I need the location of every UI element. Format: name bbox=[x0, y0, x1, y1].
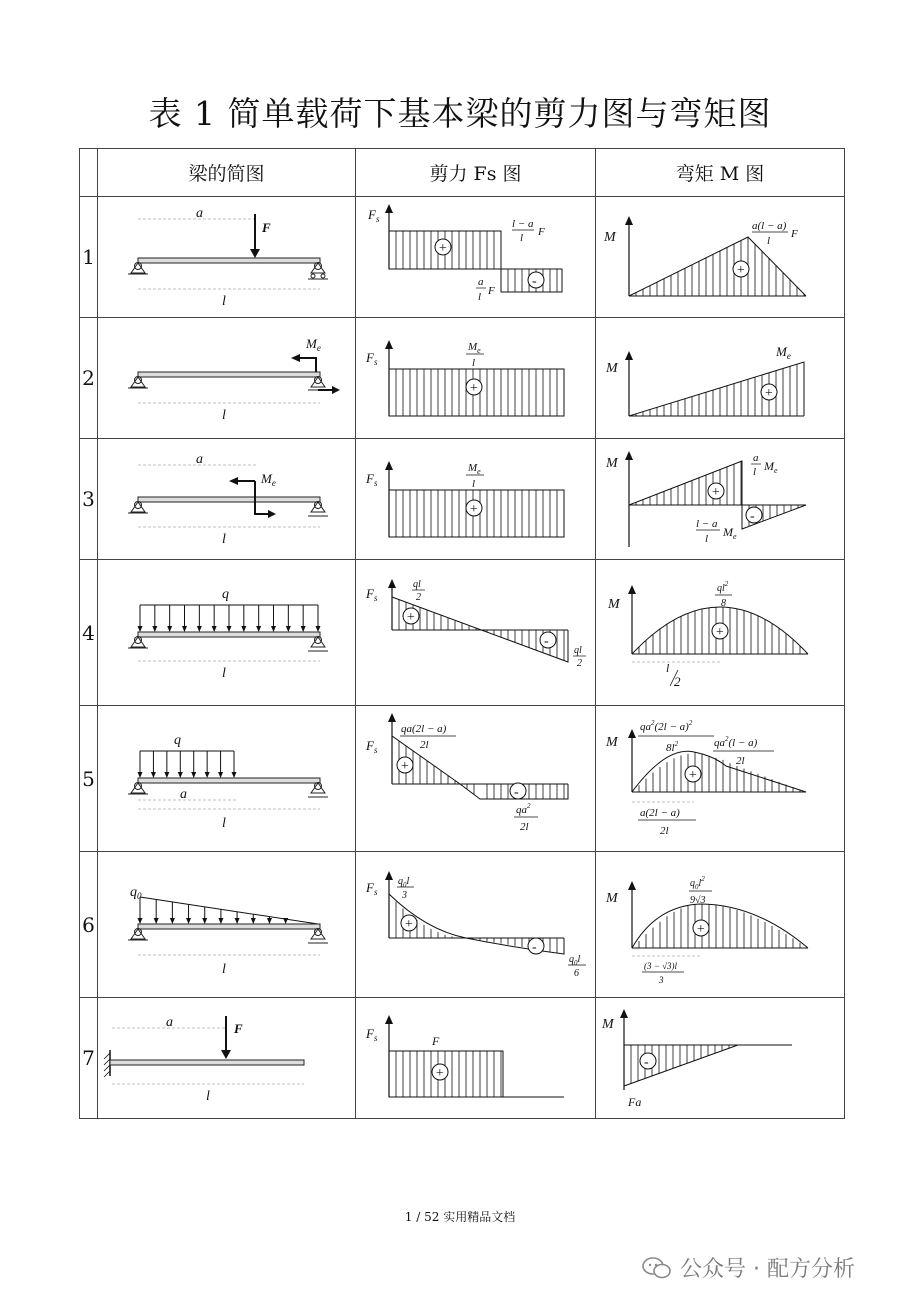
moment-plot-5 bbox=[596, 706, 844, 851]
row-number: 3 bbox=[80, 439, 98, 560]
beam-diagram bbox=[98, 439, 356, 560]
svg-text:Me: $M_e$ bbox=[468, 462, 481, 476]
header-diagram: 梁的简图 bbox=[98, 149, 356, 197]
svg-text:Fs: $F_s$ bbox=[366, 738, 378, 755]
svg-text:l: l bbox=[222, 816, 226, 831]
svg-text:qa2(2l − a)2: $qa^2(2l - a)^2$ bbox=[640, 719, 693, 733]
moment-plot-6 bbox=[596, 852, 844, 997]
shear-diagram bbox=[356, 318, 596, 439]
svg-text:+: + bbox=[438, 241, 448, 256]
moment-diagram bbox=[596, 197, 845, 318]
svg-text:M: M bbox=[608, 597, 620, 612]
moment-plot-3 bbox=[596, 439, 844, 559]
row-number: 5 bbox=[80, 706, 98, 852]
svg-text:9√3: 9√3 bbox=[690, 895, 706, 906]
svg-text:+: + bbox=[736, 263, 746, 278]
svg-text:F: F bbox=[234, 1021, 243, 1036]
moment-plot-2 bbox=[596, 318, 844, 438]
svg-text:l: l bbox=[666, 661, 670, 675]
svg-text:Me: $M_e$ bbox=[776, 344, 791, 361]
page-title: 表 1 简单载荷下基本梁的剪力图与弯矩图 bbox=[148, 94, 772, 133]
svg-text:-: - bbox=[514, 785, 519, 800]
svg-text:q0l2: $q_0l^2$ bbox=[690, 875, 705, 891]
svg-text:2l: 2l bbox=[520, 821, 529, 833]
svg-text:-: - bbox=[544, 634, 549, 649]
svg-text:l − a: l − a bbox=[696, 518, 718, 530]
shear-diagram bbox=[356, 998, 596, 1119]
svg-text:(3 − √3)l: (3 − √3)l bbox=[644, 961, 678, 971]
svg-text:F: F bbox=[488, 285, 495, 297]
header-shear: 剪力 Fs 图 bbox=[356, 149, 596, 197]
svg-text:+: + bbox=[711, 485, 721, 500]
svg-text:q0l: $q_0l$ bbox=[398, 876, 410, 889]
svg-text:3: 3 bbox=[402, 890, 407, 901]
svg-text:a: a bbox=[166, 1015, 173, 1030]
table-row bbox=[80, 197, 845, 318]
svg-text:+: + bbox=[469, 381, 479, 396]
svg-text:+: + bbox=[688, 768, 698, 783]
svg-text:qa(2l − a): qa(2l − a) bbox=[401, 723, 447, 735]
svg-text:2l: 2l bbox=[420, 739, 429, 751]
svg-text:q: q bbox=[222, 587, 229, 602]
svg-text:q: q bbox=[174, 733, 181, 748]
watermark bbox=[642, 1252, 855, 1283]
svg-text:l: l bbox=[222, 962, 226, 977]
svg-text:Me: $M_e$ bbox=[723, 525, 737, 541]
beam-diagram bbox=[98, 197, 356, 318]
svg-text:l: l bbox=[222, 666, 226, 681]
shear-diagram bbox=[356, 197, 596, 318]
svg-text:l: l bbox=[767, 235, 771, 247]
moment-diagram bbox=[596, 439, 845, 560]
svg-text:2l: 2l bbox=[736, 755, 745, 767]
svg-text:M: M bbox=[604, 230, 616, 245]
beam-diagram bbox=[98, 318, 356, 439]
svg-text:q0: $q_0$ bbox=[130, 885, 142, 901]
svg-text:qa2(l − a): $qa^2(l - a)$ bbox=[714, 735, 758, 749]
svg-text:ql: ql bbox=[574, 645, 582, 656]
svg-text:l: l bbox=[206, 1089, 210, 1104]
svg-text:Fa: Fa bbox=[628, 1095, 642, 1109]
row-number: 6 bbox=[80, 852, 98, 998]
wechat-icon bbox=[642, 1257, 672, 1279]
shear-diagram bbox=[356, 560, 596, 706]
svg-text:+: + bbox=[406, 610, 416, 625]
table-row bbox=[80, 998, 845, 1119]
svg-text:Me: $M_e$ bbox=[306, 336, 321, 353]
svg-text:2l: 2l bbox=[660, 825, 669, 837]
svg-text:F: F bbox=[262, 220, 271, 235]
shear-diagram bbox=[356, 852, 596, 998]
row-number: 1 bbox=[80, 197, 98, 318]
svg-text:Fs: $F_s$ bbox=[366, 880, 378, 897]
svg-text:M: M bbox=[606, 891, 618, 906]
header-moment: 弯矩 M 图 bbox=[596, 149, 845, 197]
svg-text:-: - bbox=[750, 509, 755, 524]
page-footer: 1 / 52 实用精品文档 bbox=[404, 1210, 516, 1224]
svg-text:Me: $M_e$ bbox=[468, 341, 481, 355]
svg-text:F: F bbox=[432, 1034, 440, 1048]
shear-diagram bbox=[356, 706, 596, 852]
svg-text:Fs: $F_s$ bbox=[366, 350, 378, 367]
shear-plot-7 bbox=[356, 998, 595, 1118]
shear-diagram bbox=[356, 439, 596, 560]
moment-plot-1 bbox=[596, 197, 844, 317]
svg-text:a: a bbox=[196, 452, 203, 467]
svg-text:8l2: $8l^2$ bbox=[666, 740, 679, 754]
shear-plot-1 bbox=[356, 197, 595, 317]
table-row bbox=[80, 706, 845, 852]
beam-diagram bbox=[98, 998, 356, 1119]
table-header-row bbox=[80, 149, 845, 197]
moment-diagram bbox=[596, 318, 845, 439]
table-row bbox=[80, 439, 845, 560]
svg-text:a: a bbox=[180, 787, 187, 802]
svg-text:l: l bbox=[753, 466, 757, 478]
svg-text:a: a bbox=[478, 276, 484, 288]
shear-plot-3 bbox=[356, 439, 595, 559]
svg-text:a: a bbox=[196, 206, 203, 221]
svg-text:+: + bbox=[404, 917, 414, 932]
table-row bbox=[80, 852, 845, 998]
header-num bbox=[80, 149, 98, 197]
beam-diagram bbox=[98, 852, 356, 998]
svg-text:Fs: $F_s$ bbox=[366, 471, 378, 488]
shear-plot-2 bbox=[356, 318, 595, 438]
svg-text:l: l bbox=[472, 478, 476, 490]
beam-diagram bbox=[98, 560, 356, 706]
svg-text:a(2l − a): a(2l − a) bbox=[640, 807, 680, 819]
row-number: 7 bbox=[80, 998, 98, 1119]
svg-text:+: + bbox=[696, 922, 706, 937]
svg-text:+: + bbox=[715, 625, 725, 640]
svg-text:l: l bbox=[222, 408, 226, 423]
beam-table bbox=[79, 148, 845, 1119]
svg-text:+: + bbox=[400, 759, 410, 774]
svg-text:M: M bbox=[606, 456, 618, 471]
svg-text:-: - bbox=[644, 1055, 649, 1070]
svg-text:Fs: $F_s$ bbox=[366, 586, 378, 603]
svg-text:ql2: $ql^2$ bbox=[717, 580, 729, 594]
svg-text:2: 2 bbox=[416, 592, 421, 603]
svg-text:M: M bbox=[606, 735, 618, 750]
table-row bbox=[80, 560, 845, 706]
svg-text:F: F bbox=[791, 228, 798, 240]
moment-plot-4 bbox=[596, 560, 844, 705]
svg-text:2: 2 bbox=[674, 674, 681, 689]
svg-text:M: M bbox=[602, 1017, 614, 1032]
moment-diagram bbox=[596, 998, 845, 1119]
svg-text:6: 6 bbox=[574, 968, 579, 979]
beam-diagram bbox=[98, 706, 356, 852]
shear-plot-6 bbox=[356, 852, 595, 997]
svg-text:l: l bbox=[520, 232, 524, 244]
row-number: 4 bbox=[80, 560, 98, 706]
moment-diagram bbox=[596, 560, 845, 706]
svg-text:8: 8 bbox=[721, 598, 726, 609]
svg-text:2: 2 bbox=[577, 658, 582, 669]
svg-text:3: 3 bbox=[659, 975, 664, 985]
svg-text:q0l: $q_0l$ bbox=[569, 954, 581, 967]
svg-text:Me: $M_e$ bbox=[764, 459, 778, 475]
watermark-text: 公众号 · 配方分析 bbox=[680, 1257, 855, 1282]
moment-plot-7 bbox=[596, 998, 844, 1118]
svg-text:l − a: l − a bbox=[512, 218, 534, 230]
svg-text:l: l bbox=[222, 294, 226, 309]
svg-text:l: l bbox=[705, 533, 709, 545]
svg-text:l: l bbox=[472, 357, 476, 369]
svg-text:-: - bbox=[532, 274, 537, 289]
moment-diagram bbox=[596, 852, 845, 998]
svg-text:F: F bbox=[538, 226, 545, 238]
svg-text:Fs: $F_s$ bbox=[368, 207, 380, 224]
svg-text:a(l − a): a(l − a) bbox=[752, 220, 787, 232]
svg-text:Me: $M_e$ bbox=[261, 471, 276, 488]
svg-text:a: a bbox=[753, 452, 759, 464]
table-row bbox=[80, 318, 845, 439]
svg-text:+: + bbox=[469, 502, 479, 517]
svg-text:+: + bbox=[435, 1066, 445, 1081]
svg-text:+: + bbox=[764, 386, 774, 401]
svg-text:M: M bbox=[606, 361, 618, 376]
svg-text:l: l bbox=[478, 291, 482, 303]
row-number: 2 bbox=[80, 318, 98, 439]
svg-text:l: l bbox=[222, 532, 226, 547]
svg-text:qa2: $qa^2$ bbox=[516, 802, 531, 816]
moment-diagram bbox=[596, 706, 845, 852]
svg-text:Fs: $F_s$ bbox=[366, 1026, 378, 1043]
shear-plot-5 bbox=[356, 706, 595, 851]
svg-text:ql: ql bbox=[413, 579, 421, 590]
shear-plot-4 bbox=[356, 560, 595, 705]
svg-text:-: - bbox=[532, 940, 537, 955]
